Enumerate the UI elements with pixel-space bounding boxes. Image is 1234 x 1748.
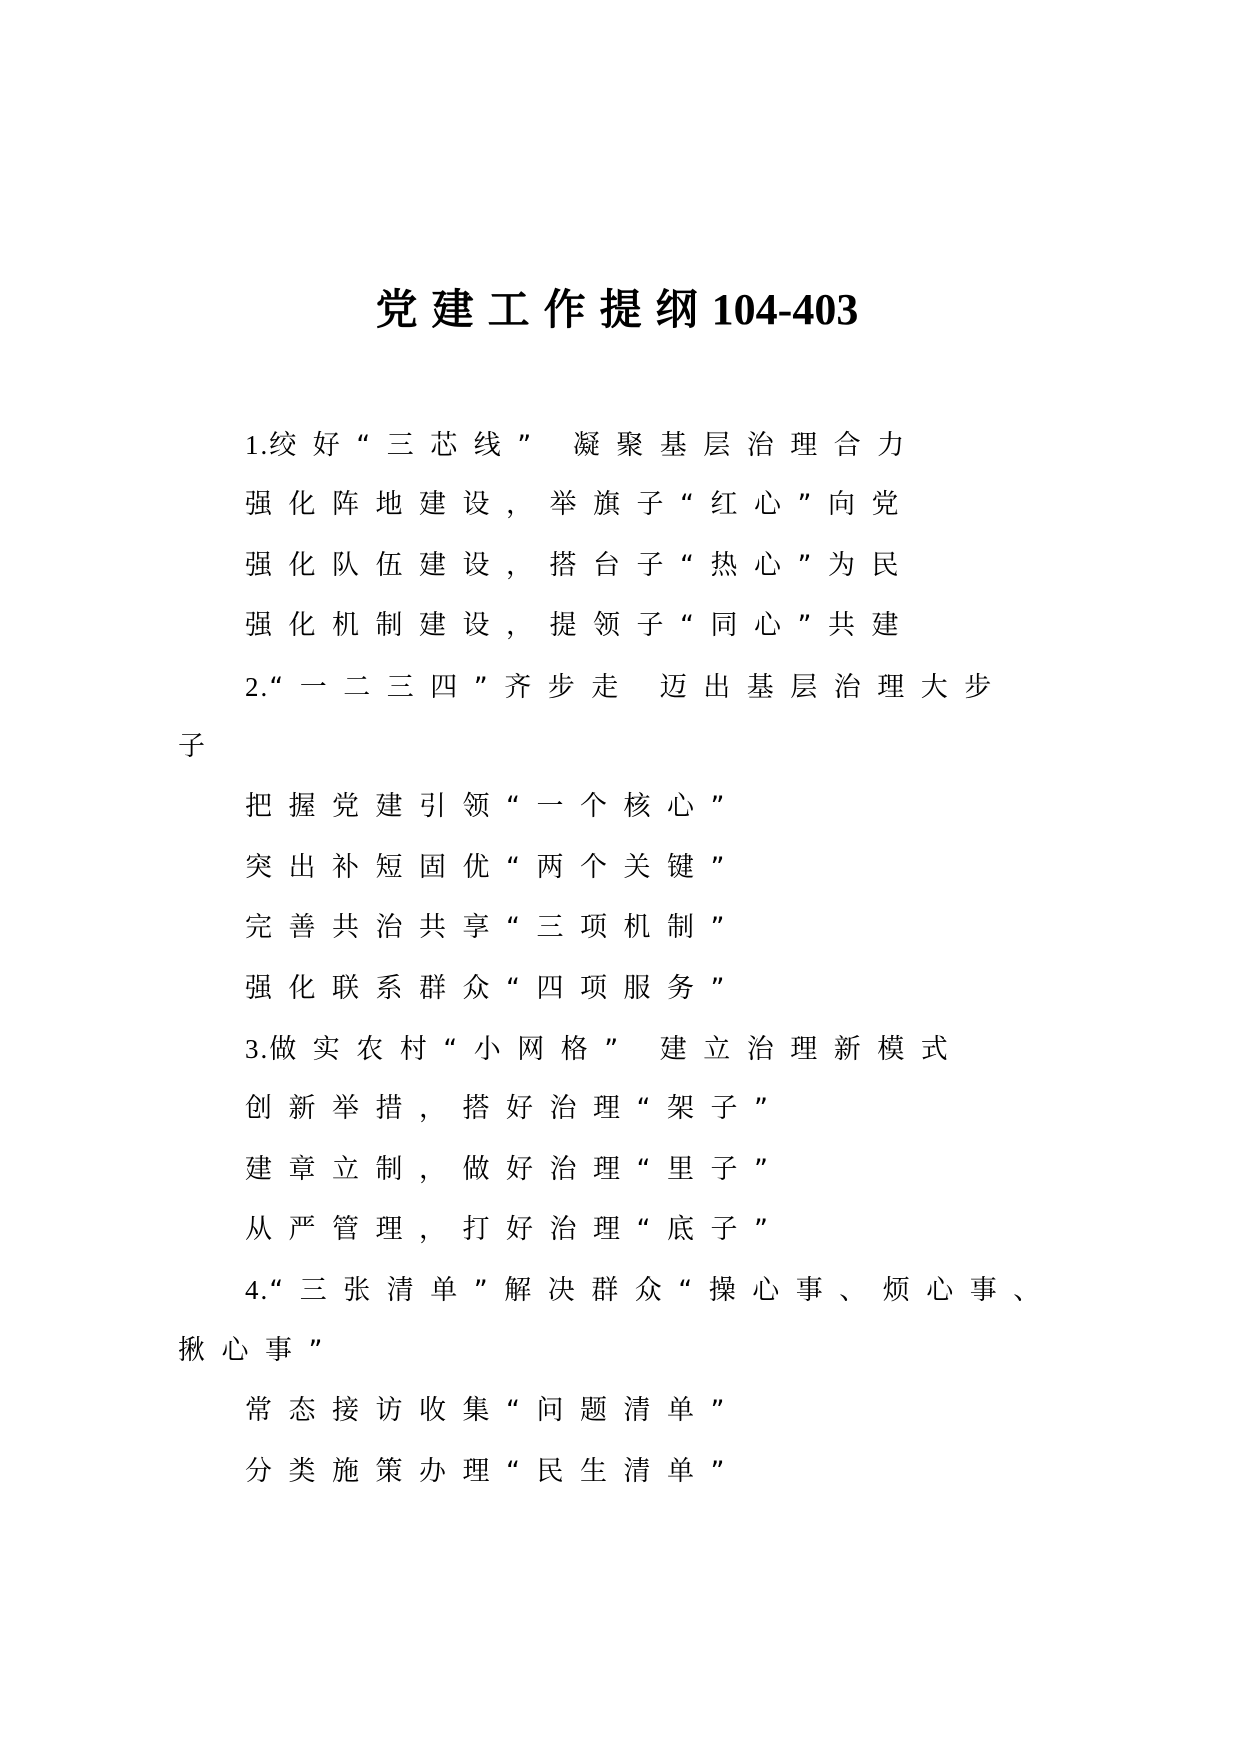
heading-text: 做实农村“小网格” 建立治理新模式 [269,1033,965,1065]
heading-4-continuation: 揪心事” [178,1334,339,1366]
list-item: 从严管理，打好治理“底子” [245,1214,785,1246]
document-body [178,415,1138,1502]
list-item: 强化阵地建设，举旗子“红心”向党 [245,489,915,521]
heading-2-continuation: 子 [178,730,222,762]
list-item: 强化联系群众“四项服务” [245,972,741,1004]
list-item: 强化机制建设，提领子“同心”共建 [245,610,915,642]
list-item: 强化队伍建设，搭台子“热心”为民 [245,549,915,581]
list-item: 分类施策办理“民生清单” [245,1455,741,1487]
heading-1 [178,415,1138,475]
heading-number: 4. [245,1275,270,1306]
heading-2 [178,657,1138,717]
list-item: 建章立制，做好治理“里子” [245,1153,785,1185]
list-item: 突出补短固优“两个关键” [245,851,741,883]
page-title [0,283,1234,337]
heading-text: “一二三四”齐步走 迈出基层治理大步 [269,671,1008,703]
heading-4 [178,1260,1138,1320]
list-item: 把握党建引领“一个核心” [245,791,741,823]
heading-number: 1. [245,430,270,460]
title-code: 104-403 [711,285,859,334]
heading-text: 绞好“三芯线” 凝聚基层治理合力 [269,430,921,461]
heading-text: “三张清单”解决群众“操心事、烦心事、 [269,1275,1057,1307]
list-item: 创新举措，搭好治理“架子” [245,1093,785,1125]
title-text: 党建工作提纲 [375,285,712,334]
heading-3 [178,1019,1138,1079]
heading-number: 3. [245,1033,270,1064]
list-item: 完善共治共享“三项机制” [245,912,741,944]
list-item: 常态接访收集“问题清单” [245,1395,741,1427]
heading-number: 2. [245,671,270,702]
